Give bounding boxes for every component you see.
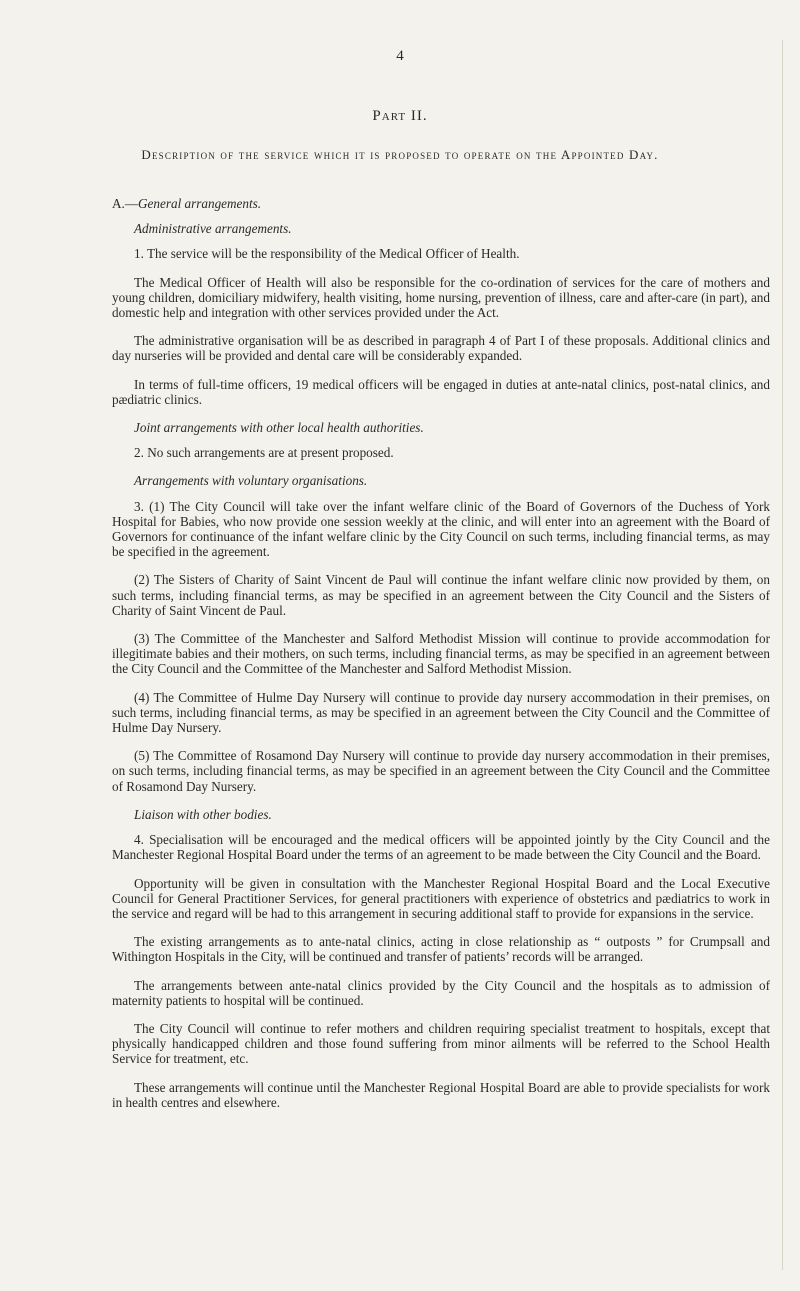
paragraph-3-5: (5) The Committee of Rosamond Day Nursery will continue to provide day nursery accommodation in their premises, on such terms, including financial terms, as may be specified in an agreement between the City Council and the Committee of Rosamond Day Nursery. — [112, 748, 770, 794]
section-a-title: General arrangements. — [138, 196, 262, 211]
paragraph-4d: The arrangements between ante-natal clinics provided by the City Council and the hospitals as to admission of maternity patients to hospital will be continued. — [112, 977, 770, 1008]
description-title: Description of the service which it is proposed to operate on the Appointed Day. — [141, 147, 659, 162]
subheading-joint: Joint arrangements with other local health authorities. — [134, 420, 424, 436]
paragraph-1c: The administrative organisation will be as described in paragraph 4 of Part I of these proposals. Additional clinics and day nurseries will be provided and dental care will be considerably expanded. — [112, 333, 770, 364]
section-a-label: A.— — [112, 196, 139, 211]
paragraph-1b: The Medical Officer of Health will also be responsible for the co-ordination of services for the care of mothers and young children, domiciliary midwifery, health visiting, home nursing, prevention of illness, care and after-care (in part), and domestic help and integration with other services provided under the Act. — [112, 274, 770, 321]
page-edge-shadow — [782, 40, 783, 1270]
section-a-heading — [112, 196, 770, 211]
paragraph-3-2: (2) The Sisters of Charity of Saint Vincent de Paul will continue the infant welfare clinic now provided by them, on such terms, including financial terms, as may be specified in an agreement between the City Council and the Sisters of Charity of Saint Vincent de Paul. — [112, 572, 770, 618]
document-body — [112, 196, 770, 1123]
page-number: 4 — [396, 48, 404, 64]
paragraph-4: 4. Specialisation will be encouraged and the medical officers will be appointed jointly by the City Council and the Manchester Regional Hospital Board under the terms of an agreement to be made between the City Council and the Board. — [112, 832, 770, 863]
paragraph-1d: In terms of full-time officers, 19 medical officers will be engaged in duties at ante-natal clinics, post-natal clinics, and pædiatric clinics. — [112, 376, 770, 407]
subheading-voluntary: Arrangements with voluntary organisations. — [134, 473, 368, 489]
part-title: Part II. — [372, 108, 428, 124]
paragraph-2: 2. No such arrangements are at present proposed. — [134, 445, 394, 461]
paragraph-4c: The existing arrangements as to ante-natal clinics, acting in close relationship as “ outposts ” for Crumpsall and Withington Hospitals in the City, will be continued and transfer of patients’ records will be arranged. — [112, 934, 770, 965]
paragraph-3-1: 3. (1) The City Council will take over the infant welfare clinic of the Board of Governors of the Duchess of York Hospital for Babies, who now provide one session weekly at the clinic, and will enter into an agreement with the Board of Governors for continuance of the infant welfare clinic by the City Council on such terms, including financial terms, as may be specified in the agreement. — [112, 498, 770, 560]
paragraph-4f: These arrangements will continue until the Manchester Regional Hospital Board are able to provide specialists for work in health centres and elsewhere. — [112, 1079, 770, 1110]
paragraph-3-3: (3) The Committee of the Manchester and Salford Methodist Mission will continue to provide accommodation for illegitimate babies and their mothers, on such terms, including financial terms, as may be specified in an agreement between the City Council and the Committee of the Manchester and Salford Methodist Mission. — [112, 631, 770, 677]
paragraph-3-4: (4) The Committee of Hulme Day Nursery will continue to provide day nursery accommodation in their premises, on such terms, including financial terms, as may be specified in an agreement between the City Council and the Committee of Hulme Day Nursery. — [112, 689, 770, 736]
paragraph-1: 1. The service will be the responsibility of the Medical Officer of Health. — [134, 246, 520, 262]
subheading-liaison: Liaison with other bodies. — [134, 806, 272, 822]
paragraph-4e: The City Council will continue to refer mothers and children requiring specialist treatment to hospitals, except that physically handicapped children and those found suffering from minor ailments will be referred to the School Health Service for treatment, etc. — [112, 1020, 770, 1067]
subheading-administrative: Administrative arrangements. — [134, 221, 292, 237]
paragraph-4b: Opportunity will be given in consultation with the Manchester Regional Hospital Board and the Local Executive Council for General Practitioner Services, for general practitioners with experience of obstetrics and pædiatrics to work in the service and regard will be had to this arrangement in securing additional staff to provide for expansions in the service. — [112, 875, 770, 921]
